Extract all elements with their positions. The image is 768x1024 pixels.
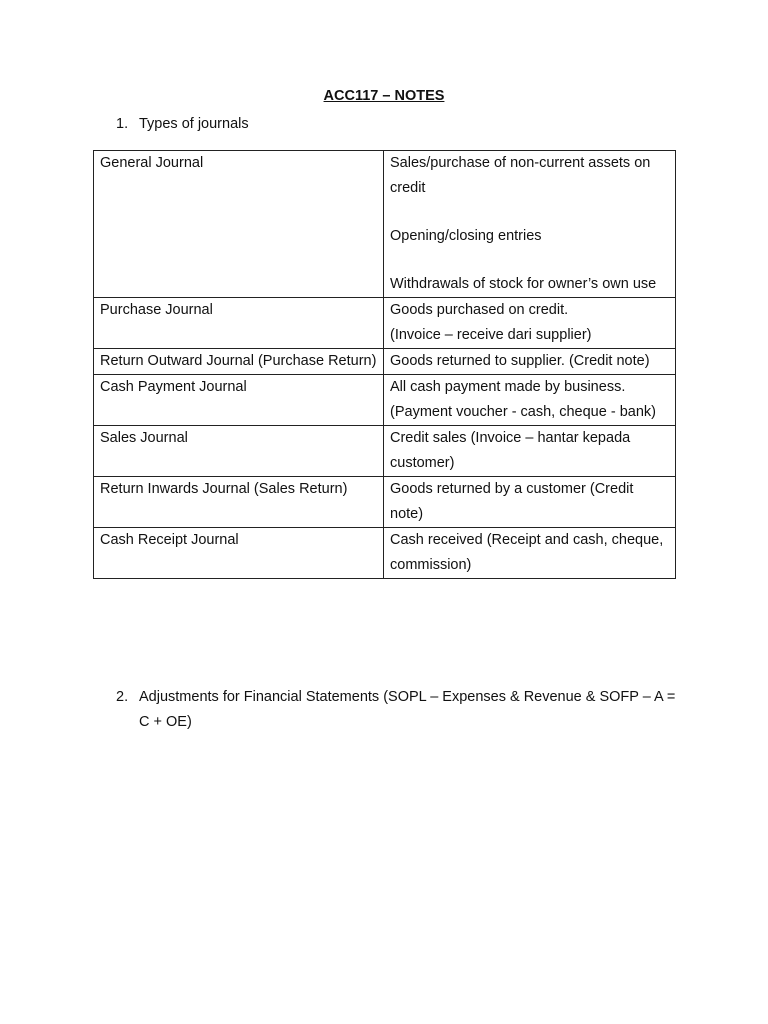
journal-description-cell — [384, 151, 676, 298]
table-row — [94, 151, 676, 298]
journal-description: Sales/purchase of non-current assets on credit — [390, 155, 651, 196]
journal-description: Credit sales (Invoice – hantar kepada customer) — [390, 430, 631, 471]
journal-name: Return Inwards Journal (Sales Return) — [100, 481, 348, 497]
journal-name-cell — [94, 298, 384, 349]
journal-description: (Payment voucher - cash, cheque - bank) — [390, 404, 656, 420]
journal-name: Cash Receipt Journal — [100, 532, 239, 548]
journal-name-cell — [94, 477, 384, 528]
section-heading: Adjustments for Financial Statements (SOPL – Expenses & Revenue & SOFP – A = C + OE) — [139, 689, 676, 730]
list-number: 1. — [116, 116, 129, 132]
section-heading: Types of journals — [139, 116, 249, 132]
journal-description-cell — [384, 426, 676, 477]
journal-description-cell — [384, 375, 676, 426]
journal-description: All cash payment made by business. — [390, 379, 626, 395]
journal-name-cell — [94, 375, 384, 426]
document-title: ACC117 – NOTES — [323, 88, 445, 104]
journal-description-cell — [384, 477, 676, 528]
journal-description: Cash received (Receipt and cash, cheque, commission) — [390, 532, 664, 573]
journals-table — [93, 150, 676, 579]
journal-name-cell — [94, 349, 384, 375]
list-item-types-of-journals — [116, 112, 676, 137]
journal-description: Goods returned to supplier. (Credit note) — [390, 353, 650, 369]
journal-name: Return Outward Journal (Purchase Return) — [100, 353, 377, 369]
paragraph-spacer — [390, 249, 669, 272]
journal-description: Goods purchased on credit. — [390, 302, 569, 318]
paragraph-spacer — [390, 201, 669, 224]
journal-name: Purchase Journal — [100, 302, 213, 318]
journal-description: Withdrawals of stock for owner’s own use — [390, 276, 657, 292]
table-row — [94, 349, 676, 375]
journal-name: Sales Journal — [100, 430, 188, 446]
journal-description: Opening/closing entries — [390, 228, 542, 244]
table-row — [94, 375, 676, 426]
journal-name: General Journal — [100, 155, 204, 171]
journal-description: (Invoice – receive dari supplier) — [390, 327, 592, 343]
journal-name-cell — [94, 426, 384, 477]
journal-description: Goods returned by a customer (Credit note) — [390, 481, 634, 522]
table-row — [94, 477, 676, 528]
table-row — [94, 426, 676, 477]
journal-description-cell — [384, 298, 676, 349]
journal-description-cell — [384, 528, 676, 579]
journal-name: Cash Payment Journal — [100, 379, 247, 395]
table-row — [94, 528, 676, 579]
journal-description-cell — [384, 349, 676, 375]
list-number: 2. — [116, 689, 129, 705]
journal-name-cell — [94, 151, 384, 298]
table-row — [94, 298, 676, 349]
list-item-adjustments — [116, 685, 676, 735]
journal-name-cell — [94, 528, 384, 579]
